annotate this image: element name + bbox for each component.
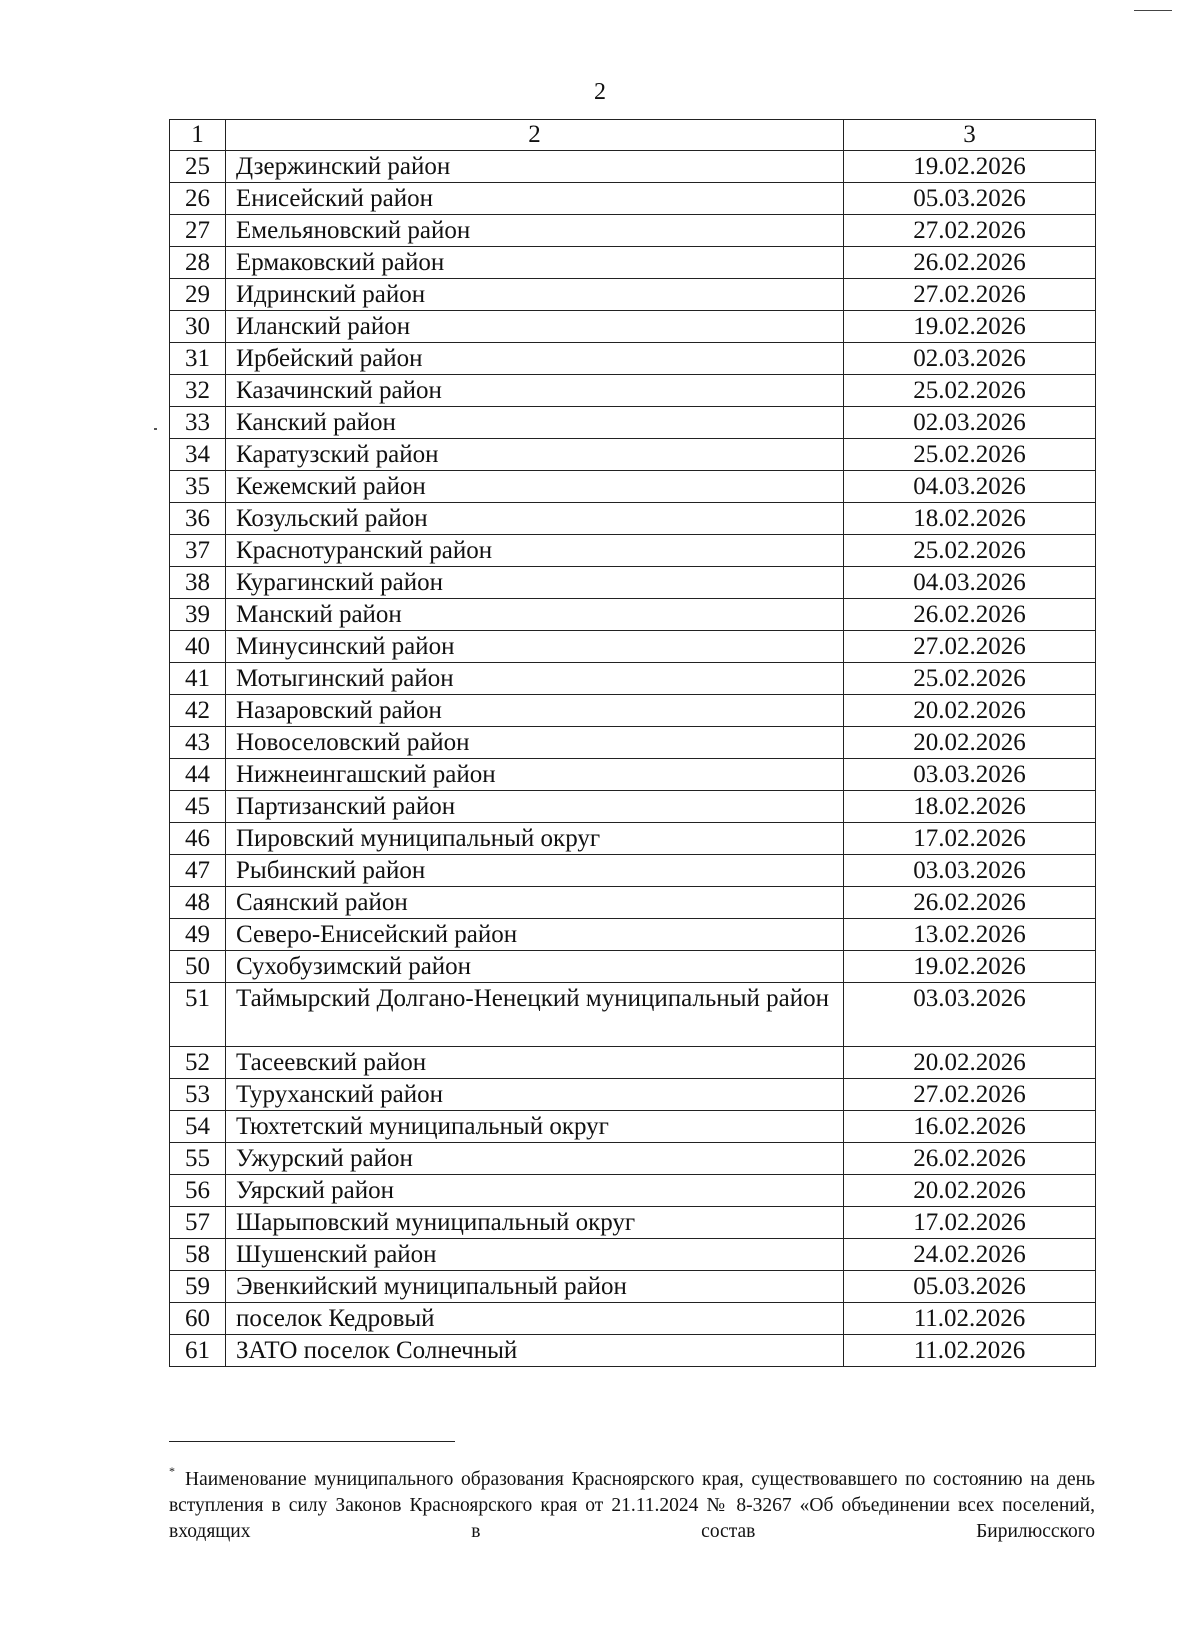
- page-number: 2: [594, 79, 606, 105]
- table-row: [170, 247, 1096, 279]
- municipality-name-cell: Каратузский район: [226, 439, 844, 471]
- municipality-name-cell: Тасеевский район: [226, 1047, 844, 1079]
- date-cell: 25.02.2026: [844, 663, 1096, 695]
- municipality-name-cell: Уярский район: [226, 1175, 844, 1207]
- row-number-cell: 52: [170, 1047, 226, 1079]
- table-row: [170, 695, 1096, 727]
- schedule-table: [169, 119, 1096, 1367]
- municipality-name-cell: Эвенкийский муниципальный район: [226, 1271, 844, 1303]
- date-cell: 27.02.2026: [844, 215, 1096, 247]
- column-header-name: 2: [226, 120, 844, 151]
- date-cell: 25.02.2026: [844, 439, 1096, 471]
- municipality-name-cell: Мотыгинский район: [226, 663, 844, 695]
- table-header-row: [170, 120, 1096, 151]
- municipality-name-cell: поселок Кедровый: [226, 1303, 844, 1335]
- date-cell: 11.02.2026: [844, 1303, 1096, 1335]
- table-row: [170, 631, 1096, 663]
- row-number-cell: 49: [170, 919, 226, 951]
- footnote-text: Наименование муниципального образования Красноярского края, существовавшего по состоянию на день вступления в силу Законов Красноярского края от 21.11.2024 № 8-3267 «Об объединении всех поселений, входящих в состав Бирилюсского: [169, 1469, 1095, 1542]
- date-cell: 18.02.2026: [844, 503, 1096, 535]
- municipality-name-cell: Шушенский район: [226, 1239, 844, 1271]
- table-row: [170, 663, 1096, 695]
- municipality-name-cell: Тюхтетский муниципальный округ: [226, 1111, 844, 1143]
- municipality-name-cell: Казачинский район: [226, 375, 844, 407]
- date-cell: 26.02.2026: [844, 887, 1096, 919]
- municipality-name-cell: Нижнеингашский район: [226, 759, 844, 791]
- municipality-name-cell: Емельяновский район: [226, 215, 844, 247]
- municipality-name-cell: Назаровский район: [226, 695, 844, 727]
- date-cell: 19.02.2026: [844, 311, 1096, 343]
- row-number-cell: 59: [170, 1271, 226, 1303]
- date-cell: 03.03.2026: [844, 759, 1096, 791]
- table-row: [170, 439, 1096, 471]
- date-cell: 17.02.2026: [844, 1207, 1096, 1239]
- row-number-cell: 60: [170, 1303, 226, 1335]
- date-cell: 26.02.2026: [844, 1143, 1096, 1175]
- row-number-cell: 32: [170, 375, 226, 407]
- table-row: [170, 1239, 1096, 1271]
- municipality-name-cell: Саянский район: [226, 887, 844, 919]
- row-number-cell: 44: [170, 759, 226, 791]
- municipality-name-cell: Енисейский район: [226, 183, 844, 215]
- row-number-cell: 25: [170, 151, 226, 183]
- footnote-separator: [169, 1441, 455, 1442]
- row-number-cell: 30: [170, 311, 226, 343]
- municipality-name-cell: Дзержинский район: [226, 151, 844, 183]
- row-number-cell: 31: [170, 343, 226, 375]
- row-number-cell: 40: [170, 631, 226, 663]
- corner-scan-mark: [1134, 10, 1172, 11]
- table-row: [170, 951, 1096, 983]
- date-cell: 05.03.2026: [844, 1271, 1096, 1303]
- row-number-cell: 53: [170, 1079, 226, 1111]
- table-row: [170, 375, 1096, 407]
- date-cell: 16.02.2026: [844, 1111, 1096, 1143]
- municipality-name-cell: Сухобузимский район: [226, 951, 844, 983]
- date-cell: 04.03.2026: [844, 567, 1096, 599]
- row-number-cell: 58: [170, 1239, 226, 1271]
- row-number-cell: 57: [170, 1207, 226, 1239]
- table-row: [170, 1143, 1096, 1175]
- municipality-name-cell: Ермаковский район: [226, 247, 844, 279]
- scan-speck: [154, 428, 157, 430]
- date-cell: 20.02.2026: [844, 695, 1096, 727]
- footnote: [169, 1458, 1095, 1545]
- table-row: [170, 1335, 1096, 1367]
- date-cell: 17.02.2026: [844, 823, 1096, 855]
- row-number-cell: 35: [170, 471, 226, 503]
- date-cell: 27.02.2026: [844, 279, 1096, 311]
- table-row: [170, 791, 1096, 823]
- row-number-cell: 33: [170, 407, 226, 439]
- row-number-cell: 47: [170, 855, 226, 887]
- date-cell: 03.03.2026: [844, 983, 1096, 1047]
- table-row: [170, 759, 1096, 791]
- table-row: [170, 151, 1096, 183]
- table-row: [170, 1111, 1096, 1143]
- row-number-cell: 38: [170, 567, 226, 599]
- row-number-cell: 42: [170, 695, 226, 727]
- row-number-cell: 56: [170, 1175, 226, 1207]
- date-cell: 24.02.2026: [844, 1239, 1096, 1271]
- date-cell: 27.02.2026: [844, 1079, 1096, 1111]
- municipality-name-cell: Кежемский район: [226, 471, 844, 503]
- date-cell: 20.02.2026: [844, 727, 1096, 759]
- date-cell: 18.02.2026: [844, 791, 1096, 823]
- date-cell: 04.03.2026: [844, 471, 1096, 503]
- column-header-number: 1: [170, 120, 226, 151]
- table-row: [170, 183, 1096, 215]
- table-row: [170, 1175, 1096, 1207]
- municipality-name-cell: Северо-Енисейский район: [226, 919, 844, 951]
- table-row: [170, 599, 1096, 631]
- municipality-name-cell: Манский район: [226, 599, 844, 631]
- table-row: [170, 1271, 1096, 1303]
- municipality-name-cell: ЗАТО поселок Солнечный: [226, 1335, 844, 1367]
- table-row: [170, 727, 1096, 759]
- municipality-name-cell: Идринский район: [226, 279, 844, 311]
- municipality-name-cell: Минусинский район: [226, 631, 844, 663]
- table-row: [170, 919, 1096, 951]
- row-number-cell: 29: [170, 279, 226, 311]
- table-row: [170, 855, 1096, 887]
- column-header-date: 3: [844, 120, 1096, 151]
- table-row: [170, 503, 1096, 535]
- table-row: [170, 279, 1096, 311]
- table-row: [170, 407, 1096, 439]
- municipality-name-cell: Курагинский район: [226, 567, 844, 599]
- table-row: [170, 1303, 1096, 1335]
- row-number-cell: 27: [170, 215, 226, 247]
- date-cell: 25.02.2026: [844, 535, 1096, 567]
- row-number-cell: 43: [170, 727, 226, 759]
- municipality-name-cell: Козульский район: [226, 503, 844, 535]
- table-row: [170, 567, 1096, 599]
- municipality-name-cell: Рыбинский район: [226, 855, 844, 887]
- municipality-name-cell: Канский район: [226, 407, 844, 439]
- row-number-cell: 39: [170, 599, 226, 631]
- table-row: [170, 887, 1096, 919]
- date-cell: 25.02.2026: [844, 375, 1096, 407]
- schedule-table-body: [170, 120, 1096, 1367]
- row-number-cell: 45: [170, 791, 226, 823]
- table-row: [170, 535, 1096, 567]
- footnote-marker: *: [169, 1464, 175, 1478]
- table-row: [170, 983, 1096, 1047]
- row-number-cell: 37: [170, 535, 226, 567]
- date-cell: 05.03.2026: [844, 183, 1096, 215]
- row-number-cell: 46: [170, 823, 226, 855]
- row-number-cell: 26: [170, 183, 226, 215]
- row-number-cell: 28: [170, 247, 226, 279]
- municipality-name-cell: Ирбейский район: [226, 343, 844, 375]
- date-cell: 11.02.2026: [844, 1335, 1096, 1367]
- table-row: [170, 471, 1096, 503]
- date-cell: 27.02.2026: [844, 631, 1096, 663]
- table-row: [170, 215, 1096, 247]
- date-cell: 02.03.2026: [844, 343, 1096, 375]
- municipality-name-cell: Краснотуранский район: [226, 535, 844, 567]
- date-cell: 02.03.2026: [844, 407, 1096, 439]
- row-number-cell: 54: [170, 1111, 226, 1143]
- municipality-name-cell: Таймырский Долгано-Ненецкий муниципальный район: [226, 983, 844, 1047]
- row-number-cell: 61: [170, 1335, 226, 1367]
- date-cell: 19.02.2026: [844, 151, 1096, 183]
- municipality-name-cell: Шарыповский муниципальный округ: [226, 1207, 844, 1239]
- row-number-cell: 41: [170, 663, 226, 695]
- date-cell: 20.02.2026: [844, 1175, 1096, 1207]
- row-number-cell: 36: [170, 503, 226, 535]
- row-number-cell: 55: [170, 1143, 226, 1175]
- table-row: [170, 1079, 1096, 1111]
- table-row: [170, 823, 1096, 855]
- municipality-name-cell: Новоселовский район: [226, 727, 844, 759]
- date-cell: 19.02.2026: [844, 951, 1096, 983]
- municipality-name-cell: Иланский район: [226, 311, 844, 343]
- date-cell: 20.02.2026: [844, 1047, 1096, 1079]
- municipality-name-cell: Ужурский район: [226, 1143, 844, 1175]
- municipality-name-cell: Туруханский район: [226, 1079, 844, 1111]
- date-cell: 26.02.2026: [844, 599, 1096, 631]
- date-cell: 13.02.2026: [844, 919, 1096, 951]
- table-row: [170, 343, 1096, 375]
- row-number-cell: 48: [170, 887, 226, 919]
- table-row: [170, 1207, 1096, 1239]
- row-number-cell: 34: [170, 439, 226, 471]
- table-row: [170, 311, 1096, 343]
- row-number-cell: 51: [170, 983, 226, 1047]
- date-cell: 26.02.2026: [844, 247, 1096, 279]
- municipality-name-cell: Пировский муниципальный округ: [226, 823, 844, 855]
- row-number-cell: 50: [170, 951, 226, 983]
- municipality-name-cell: Партизанский район: [226, 791, 844, 823]
- table-row: [170, 1047, 1096, 1079]
- date-cell: 03.03.2026: [844, 855, 1096, 887]
